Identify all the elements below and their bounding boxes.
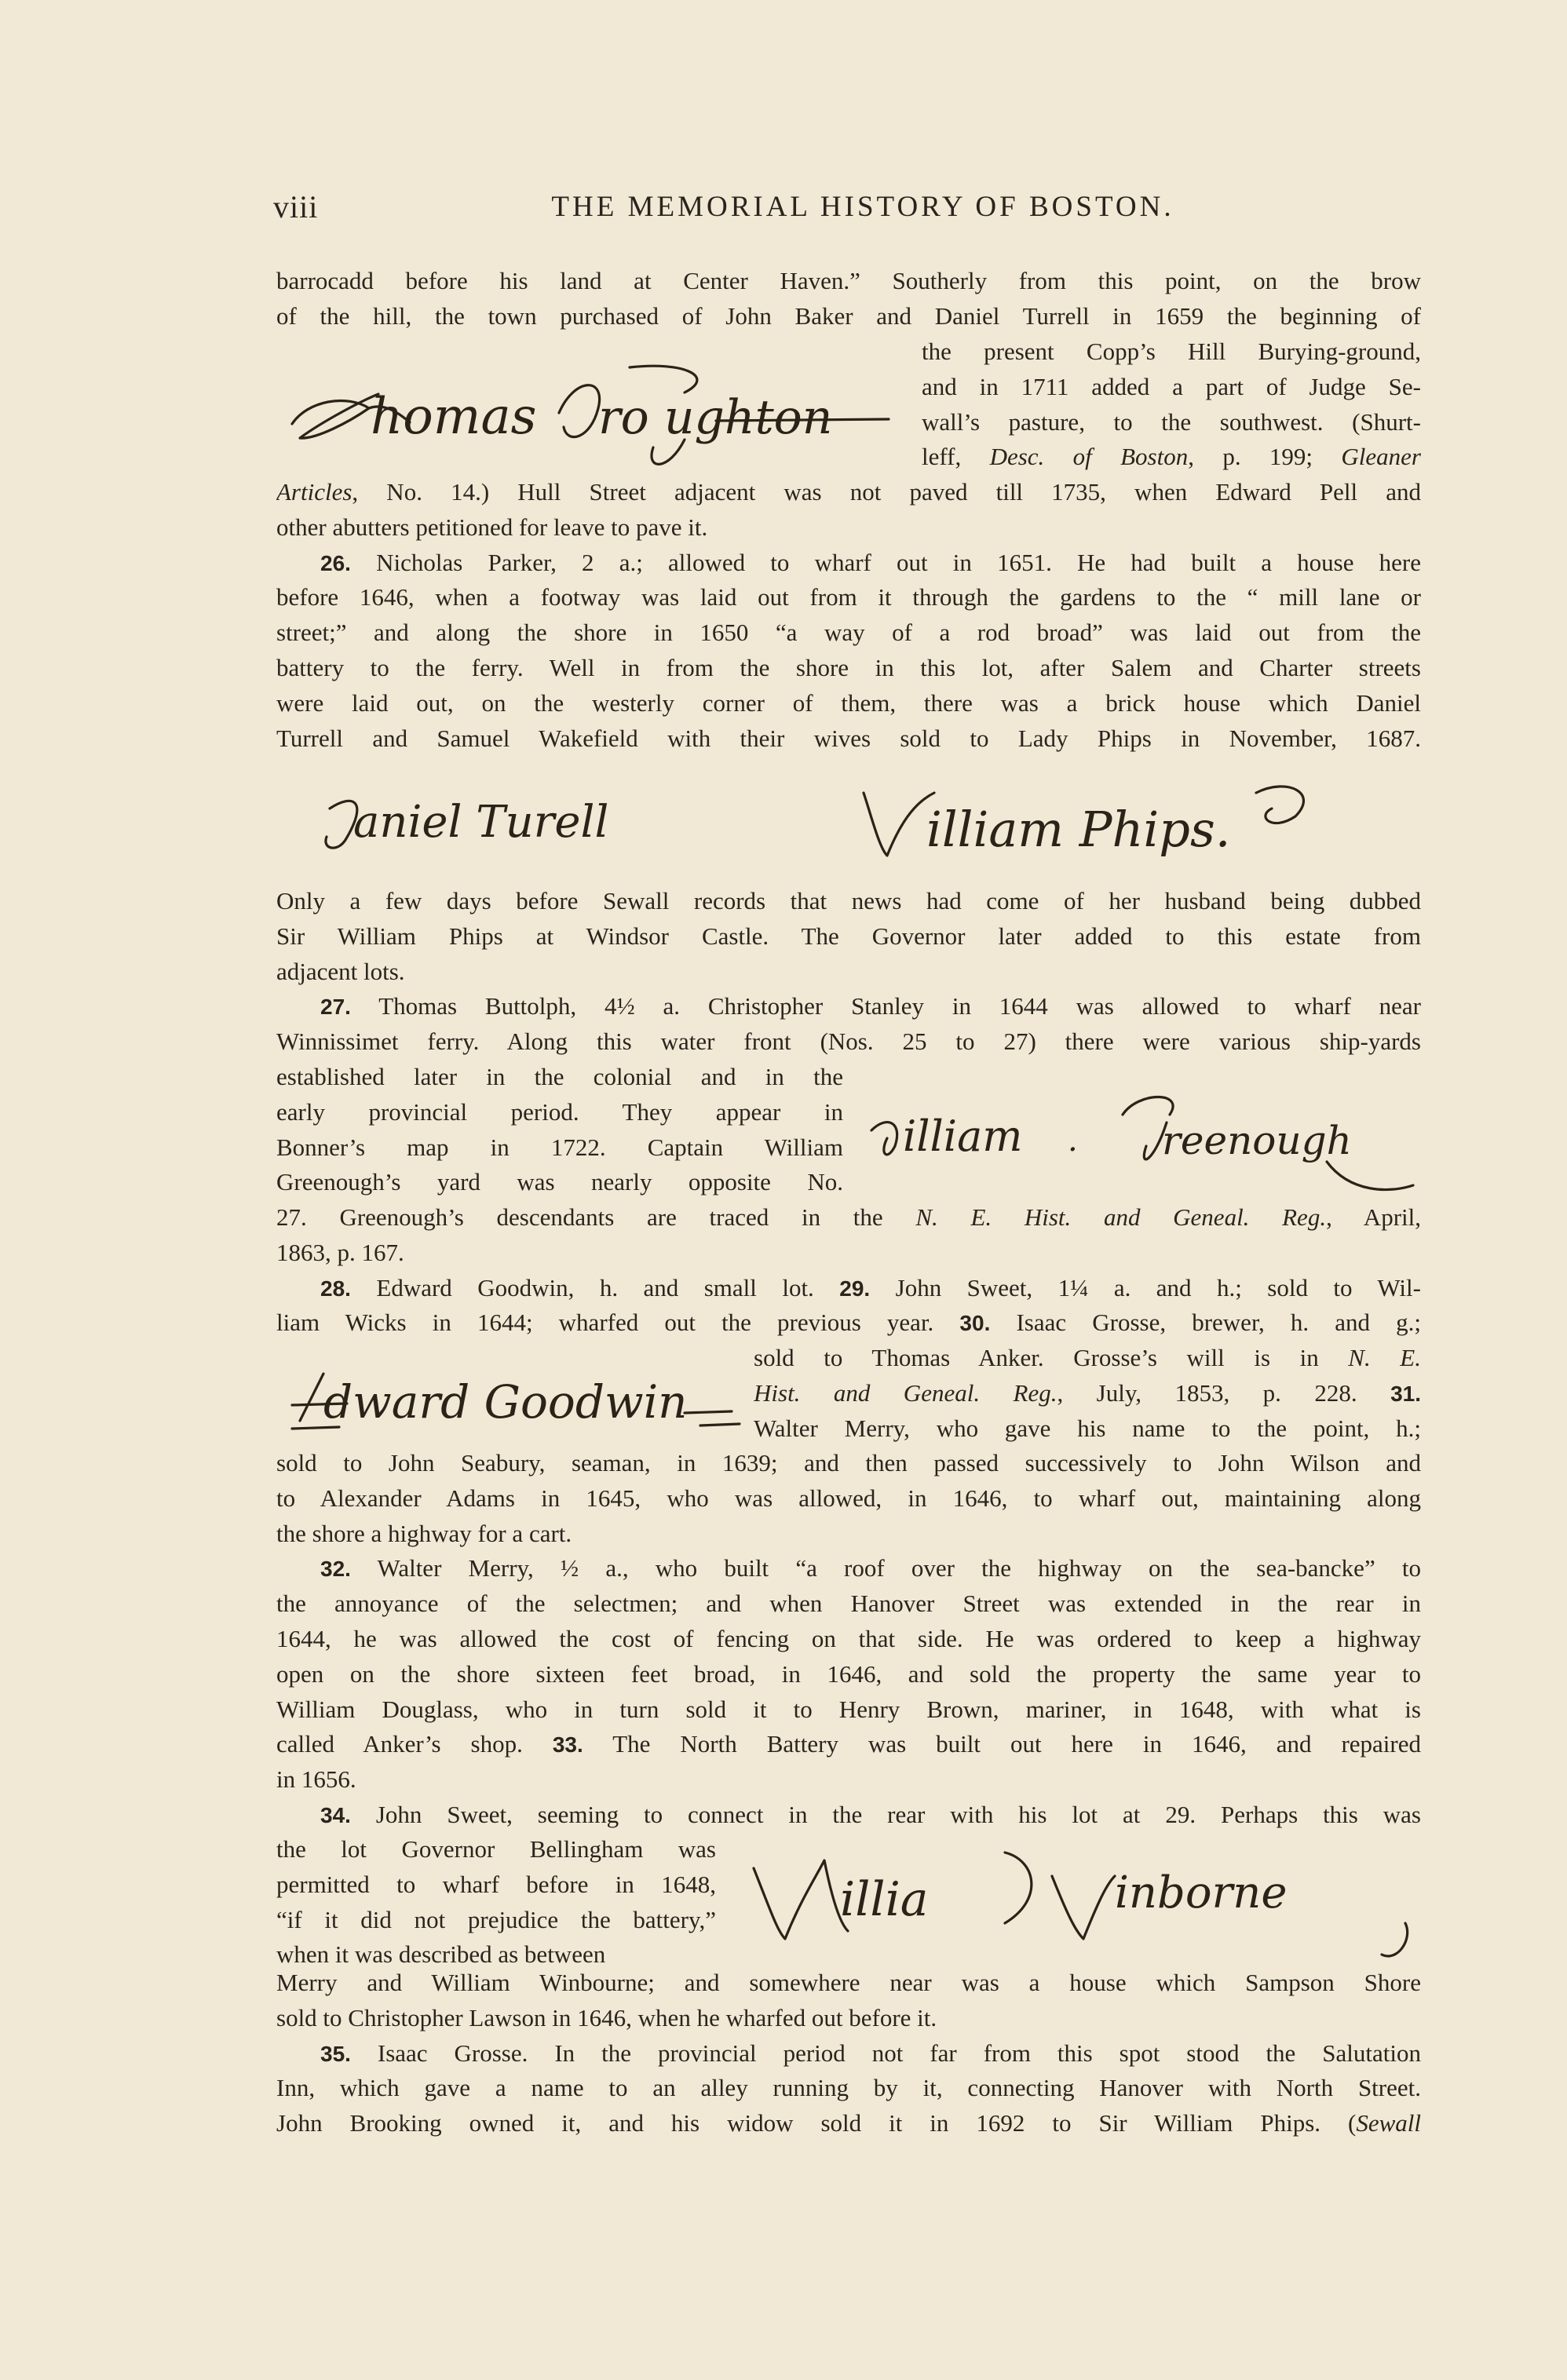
text-line: street;” and along the shore in 1650 “a way of a rod broad” was laid out from the	[276, 619, 1421, 647]
text-line: 1644, he was allowed the cost of fencing on that side. He was ordered to keep a highway	[276, 1624, 1421, 1652]
text-line: called Anker’s shop. 33. The North Battery was built out here in 1646, and repaired	[276, 1730, 1421, 1758]
text-line: 35. Isaac Grosse. In the provincial period not far from this spot stood the Salutation	[320, 2039, 1421, 2067]
text-line: Sir William Phips at Windsor Castle. The Governor later added to this estate from	[276, 922, 1421, 950]
text-line: Inn, which gave a name to an alley running by it, connecting Hanover with North Street.	[276, 2074, 1421, 2102]
svg-text:dward Goodwin: dward Goodwin	[323, 1375, 688, 1429]
paragraph-34-wrap	[276, 1832, 716, 1973]
text-line: battery to the ferry. Well in from the shore in this lot, after Salem and Charter streets	[276, 653, 1421, 681]
paragraph-25-end	[276, 475, 1421, 756]
paragraph-27-wrap	[276, 1060, 843, 1200]
text-line: sold to Thomas Anker. Grosse’s will is in N. E.	[754, 1344, 1421, 1371]
svg-text:.: .	[1068, 1122, 1078, 1159]
text-line: 28. Edward Goodwin, h. and small lot. 29. John Sweet, 1¼ a. and h.; sold to Wil-	[320, 1273, 1421, 1301]
page-folio: viii	[273, 189, 319, 224]
text-line: Merry and William Winbourne; and somewhere near was a house which Sampson Shore	[276, 1969, 1421, 1996]
signature-daniel-turell	[314, 777, 754, 863]
text-line: Walter Merry, who gave his name to the point, h.;	[754, 1414, 1421, 1442]
signature-william-phips	[848, 769, 1413, 871]
paragraph-26-end	[276, 884, 1421, 1060]
text-line: William Douglass, who in turn sold it to Henry Brown, mariner, in 1648, with what is	[276, 1695, 1421, 1723]
text-line: “if it did not prejudice the battery,”	[276, 1905, 716, 1933]
text-line: and in 1711 added a part of Judge Se-	[922, 372, 1421, 400]
text-line: Only a few days before Sewall records that news had come of her husband being dubbed	[276, 887, 1421, 914]
text-line: 32. Walter Merry, ½ a., who built “a roof over the highway on the sea-bancke” to	[320, 1554, 1421, 1582]
svg-text:homas: homas	[371, 388, 537, 446]
svg-text:reenough: reenough	[1162, 1118, 1352, 1163]
signature-edward-goodwin	[276, 1350, 747, 1444]
svg-text:illiam: illiam	[903, 1112, 1023, 1161]
paragraph-25-continued	[276, 264, 1421, 334]
text-line: the lot Governor Bellingham was	[276, 1835, 716, 1863]
text-line: 27. Greenough’s descendants are traced in the N. E. Hist. and Geneal. Reg., April,	[276, 1203, 1421, 1231]
text-line: 34. John Sweet, seeming to connect in the rear with his lot at 29. Perhaps this was	[320, 1800, 1421, 1828]
svg-text:illiam Phips.: illiam Phips.	[926, 801, 1231, 858]
text-line: Greenough’s yard was nearly opposite No.	[276, 1168, 843, 1196]
text-line: 27. Thomas Buttolph, 4½ a. Christopher Stanley in 1644 was allowed to wharf near	[320, 992, 1421, 1020]
text-line: were laid out, on the westerly corner of them, there was a brick house which Daniel	[276, 688, 1421, 717]
text-line: 1863, p. 167.	[276, 1238, 404, 1266]
svg-text:illia: illia	[840, 1872, 929, 1927]
text-line: Hist. and Geneal. Reg., July, 1853, p. 228. 31.	[754, 1378, 1421, 1407]
text-line: sold to John Seabury, seaman, in 1639; and then passed successively to John Wilson and	[276, 1449, 1421, 1477]
text-line: sold to Christopher Lawson in 1646, when he wharfed out before it.	[276, 2003, 937, 2031]
text-line: before 1646, when a footway was laid out from it through the gardens to the “ mill lane or	[276, 583, 1421, 611]
running-title: THE MEMORIAL HISTORY OF BOSTON.	[551, 191, 1174, 223]
text-line: Bonner’s map in 1722. Captain William	[276, 1133, 843, 1161]
signature-william-winborne	[738, 1829, 1429, 1962]
text-line: in 1656.	[276, 1765, 356, 1794]
text-line: when it was described as between	[276, 1940, 606, 1969]
paragraph-30-wrap	[754, 1341, 1421, 1446]
text-line: early provincial period. They appear in	[276, 1097, 843, 1126]
signature-thomas-broughton	[276, 345, 904, 471]
text-line: open on the shore sixteen feet broad, in 1646, and sold the property the same year to	[276, 1659, 1421, 1688]
text-line: adjacent lots.	[276, 957, 405, 985]
text-line: John Brooking owned it, and his widow sold it in 1692 to Sir William Phips. (Sewall	[276, 2109, 1421, 2137]
paragraph-25-wrap	[922, 334, 1421, 475]
text-line: Turrell and Samuel Wakefield with their wives sold to Lady Phips in November, 1687.	[276, 724, 1421, 752]
text-line: liam Wicks in 1644; wharfed out the previous year. 30. Isaac Grosse, brewer, h. and g.;	[276, 1309, 1421, 1337]
svg-text:inborne: inborne	[1115, 1867, 1288, 1918]
page-header	[273, 188, 1421, 228]
text-line: wall’s pasture, to the southwest. (Shurt-	[922, 407, 1421, 436]
text-line: to Alexander Adams in 1645, who was allowed, in 1646, to wharf out, maintaining along	[276, 1484, 1421, 1512]
text-line: Articles, No. 14.) Hull Street adjacent was not paved till 1735, when Edward Pell and	[276, 478, 1421, 506]
text-line: the shore a highway for a cart.	[276, 1519, 572, 1547]
text-line: 26. Nicholas Parker, 2 a.; allowed to wharf out in 1651. He had built a house here	[320, 548, 1421, 576]
paragraph-34-end	[276, 1966, 1421, 2141]
text-line: the present Copp’s Hill Burying-ground,	[922, 338, 1421, 365]
text-line: established later in the colonial and in the	[276, 1063, 843, 1090]
paragraph-31-end	[276, 1446, 1421, 1833]
svg-text:ro ughton: ro ughton	[598, 390, 833, 445]
paragraph-27-end	[276, 1200, 1421, 1341]
text-line: the annoyance of the selectmen; and when Hanover Street was extended in the rear in	[276, 1590, 1421, 1618]
text-line: other abutters petitioned for leave to pave it.	[276, 513, 708, 541]
text-line: leff, Desc. of Boston, p. 199; Gleaner	[922, 443, 1421, 471]
svg-text:aniel Turell: aniel Turell	[353, 797, 609, 848]
text-line: barrocadd before his land at Center Haven.” Southerly from this point, on the brow	[276, 267, 1421, 294]
text-line: permitted to wharf before in 1648,	[276, 1870, 716, 1898]
text-line: Winnissimet ferry. Along this water front (Nos. 25 to 27) there were various ship-yards	[276, 1028, 1421, 1056]
signature-william-greenough	[856, 1075, 1421, 1209]
text-line: of the hill, the town purchased of John Baker and Daniel Turrell in 1659 the beginning of	[276, 301, 1421, 330]
